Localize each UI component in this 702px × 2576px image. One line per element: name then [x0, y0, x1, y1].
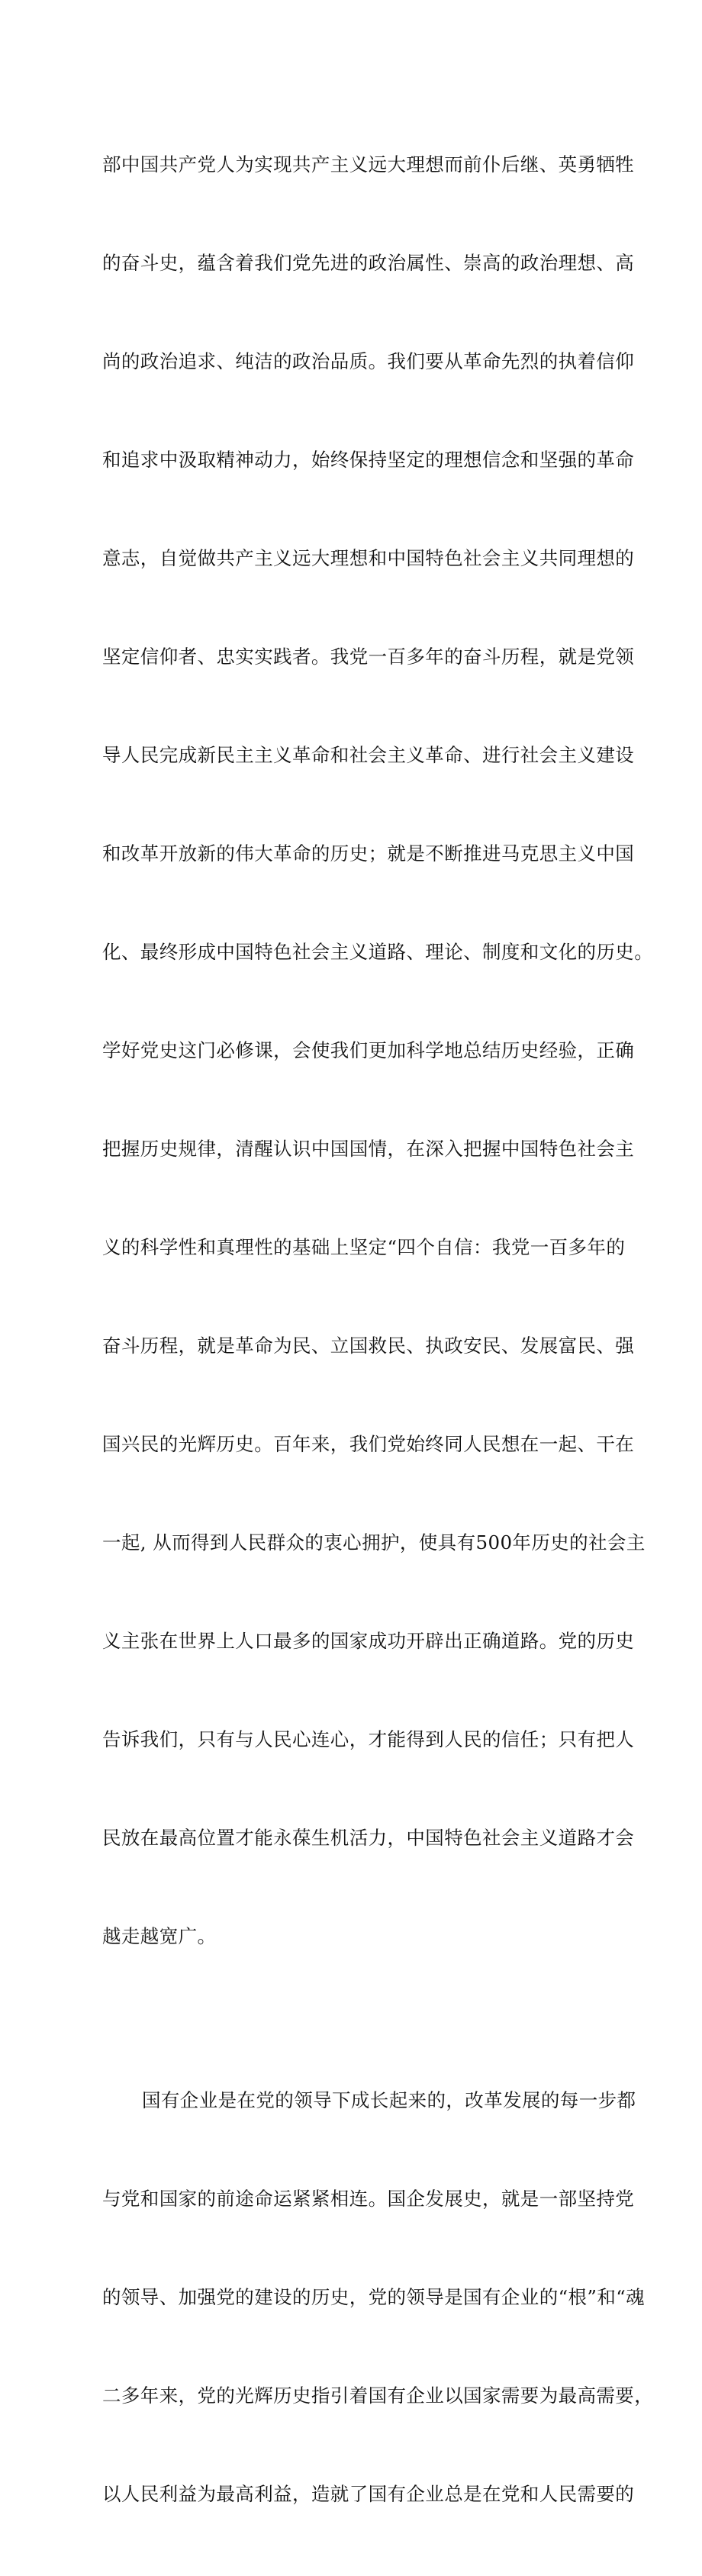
- text-line: 越走越宽广。: [102, 1925, 217, 1947]
- text-line: 告诉我们，只有与人民心连心，才能得到人民的信任；只有把人: [102, 1728, 635, 1750]
- text-line: 民放在最高位置才能永葆生机活力，中国特色社会主义道路才会: [102, 1827, 635, 1849]
- text-line: 尚的政治追求、纯洁的政治品质。我们要从革命先烈的执着信仰: [102, 350, 635, 372]
- text-line-indented: 国有企业是在党的领导下成长起来的，改革发展的每一步都: [142, 2089, 636, 2111]
- text-line: 和改革开放新的伟大革命的历史；就是不断推进马克思主义中国: [102, 842, 635, 865]
- text-line: 部中国共产党人为实现共产主义远大理想而前仆后继、英勇牺牲: [102, 153, 635, 175]
- text-line: 学好党史这门必修课，会使我们更加科学地总结历史经验，正确: [102, 1039, 635, 1061]
- text-line: 奋斗历程，就是革命为民、立国救民、执政安民、发展富民、强: [102, 1335, 635, 1357]
- text-line: 以人民利益为最高利益，造就了国有企业总是在党和人民需要的: [102, 2483, 635, 2505]
- text-line: 导人民完成新民主主义革命和社会主义革命、进行社会主义建设: [102, 744, 635, 766]
- text-line: 的领导、加强党的建设的历史，党的领导是国有企业的“根”和“魂: [102, 2286, 646, 2308]
- text-line: 和追求中汲取精神动力，始终保持坚定的理想信念和坚强的革命: [102, 449, 635, 471]
- paragraph-1: [102, 82, 654, 2018]
- text-line: 的奋斗史，蕴含着我们党先进的政治属性、崇高的政治理想、高: [102, 252, 635, 274]
- paragraph-2: [102, 2018, 654, 2576]
- text-line: 义主张在世界上人口最多的国家成功开辟出正确道路。党的历史: [102, 1630, 635, 1652]
- text-line: 一起, 从而得到人民群众的衷心拥护，使具有500年历史的社会主: [102, 1531, 646, 1554]
- text-line: 坚定信仰者、忠实实践者。我党一百多年的奋斗历程，就是党领: [102, 646, 635, 668]
- text-line: 与党和国家的前途命运紧紧相连。国企发展史，就是一部坚持党: [102, 2188, 635, 2210]
- text-line: 化、最终形成中国特色社会主义道路、理论、制度和文化的历史。: [102, 941, 654, 963]
- text-line: 义的科学性和真理性的基础上坚定“四个自信：我党一百多年的: [102, 1236, 626, 1258]
- text-line: 二多年来，党的光辉历史指引着国有企业以国家需要为最高需要，: [102, 2384, 654, 2407]
- body-text: [102, 82, 654, 2576]
- text-line: 意志，自觉做共产主义远大理想和中国特色社会主义共同理想的: [102, 547, 635, 569]
- text-line: 把握历史规律，清醒认识中国国情，在深入把握中国特色社会主: [102, 1138, 635, 1160]
- text-line: 国兴民的光辉历史。百年来，我们党始终同人民想在一起、干在: [102, 1433, 635, 1455]
